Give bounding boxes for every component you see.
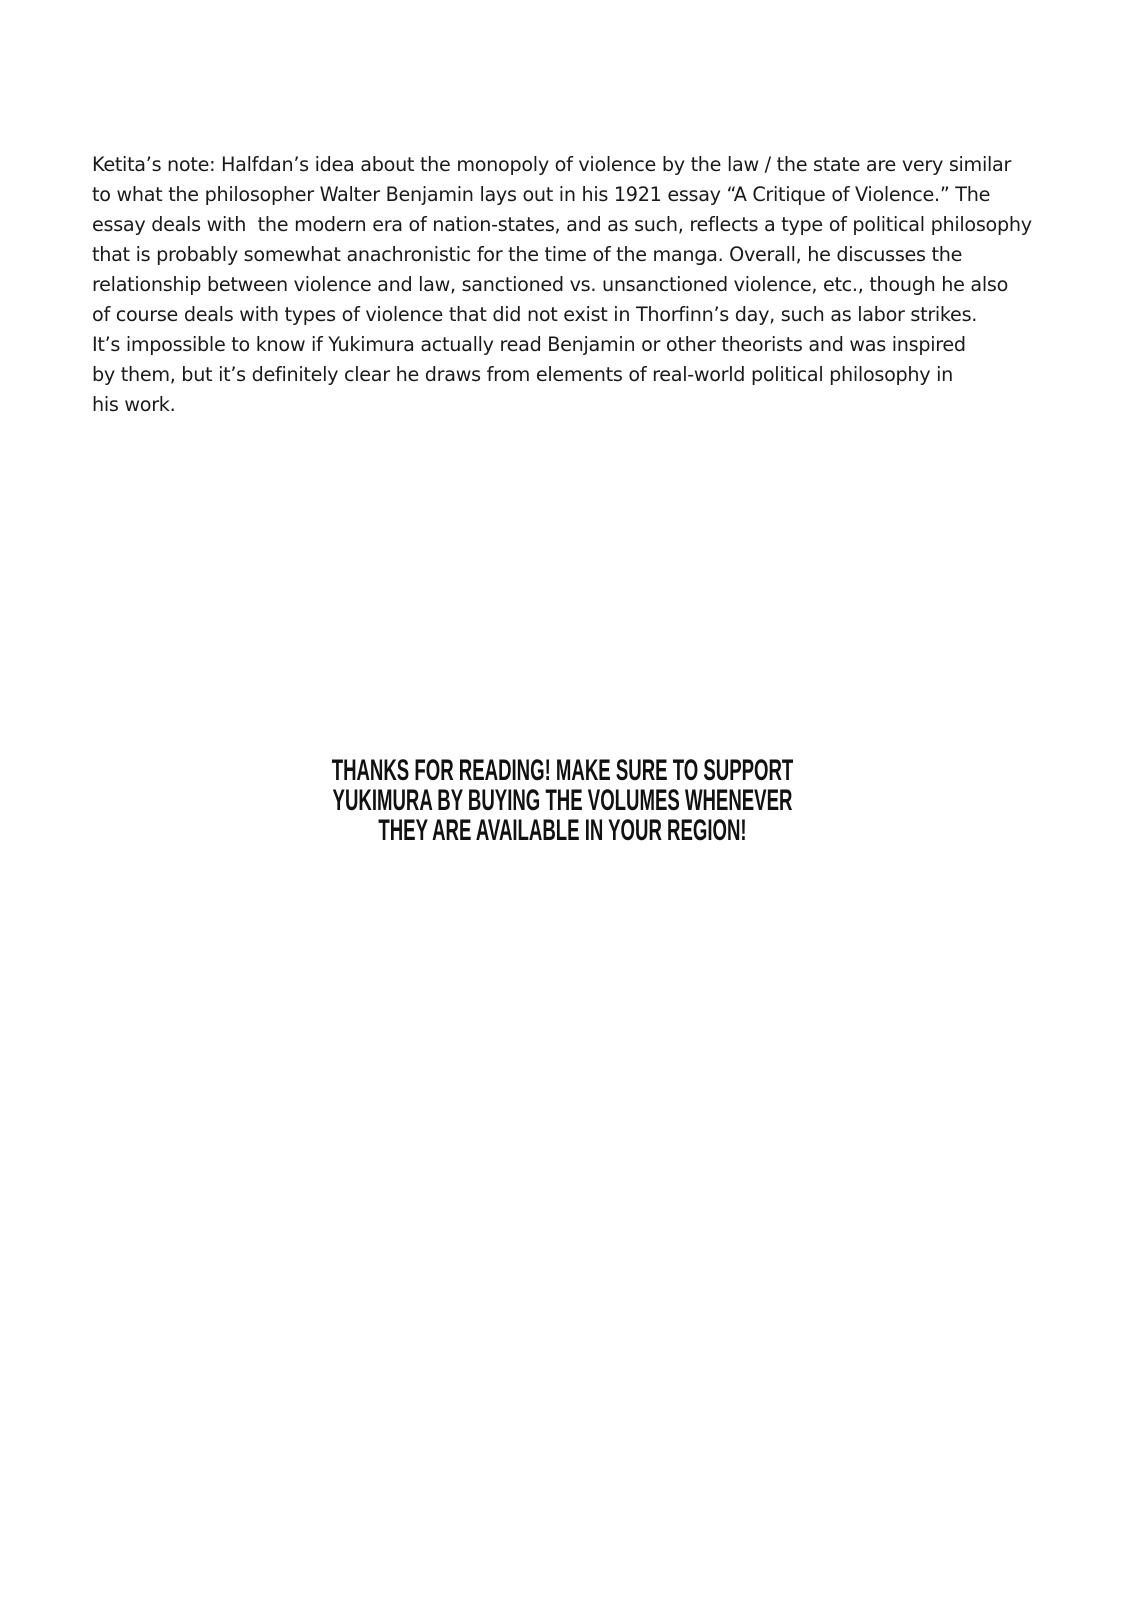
closing-message-line: YUKIMURA BY BUYING THE VOLUMES WHENEVER: [332, 784, 793, 817]
translator-note-line: by them, but it’s definitely clear he draws from elements of real-world political philosophy in: [92, 363, 954, 386]
closing-message-line: THANKS FOR READING! MAKE SURE TO SUPPORT: [331, 754, 794, 787]
closing-message-line: THEY ARE AVAILABLE IN YOUR REGION!: [378, 814, 747, 847]
translator-note-line: that is probably somewhat anachronistic for the time of the manga. Overall, he discusses the: [92, 243, 963, 266]
translator-note-line: It’s impossible to know if Yukimura actually read Benjamin or other theorists and was inspired: [92, 333, 966, 356]
translator-note-line: relationship between violence and law, sanctioned vs. unsanctioned violence, etc., though he also: [92, 273, 1009, 296]
translator-note-line: to what the philosopher Walter Benjamin lays out in his 1921 essay “A Critique of Violence.” The: [92, 183, 991, 206]
translator-note-line: of course deals with types of violence that did not exist in Thorfinn’s day, such as labor strikes.: [92, 303, 978, 326]
translator-note-line: his work.: [92, 393, 176, 416]
translator-note-line: Ketita’s note: Halfdan’s idea about the monopoly of violence by the law / the state are very similar: [92, 153, 1012, 176]
translator-note-line: essay deals with the modern era of nation-states, and as such, reflects a type of political philosophy: [92, 213, 1032, 236]
translator-note: [92, 150, 1052, 420]
closing-message: [0, 756, 1125, 846]
